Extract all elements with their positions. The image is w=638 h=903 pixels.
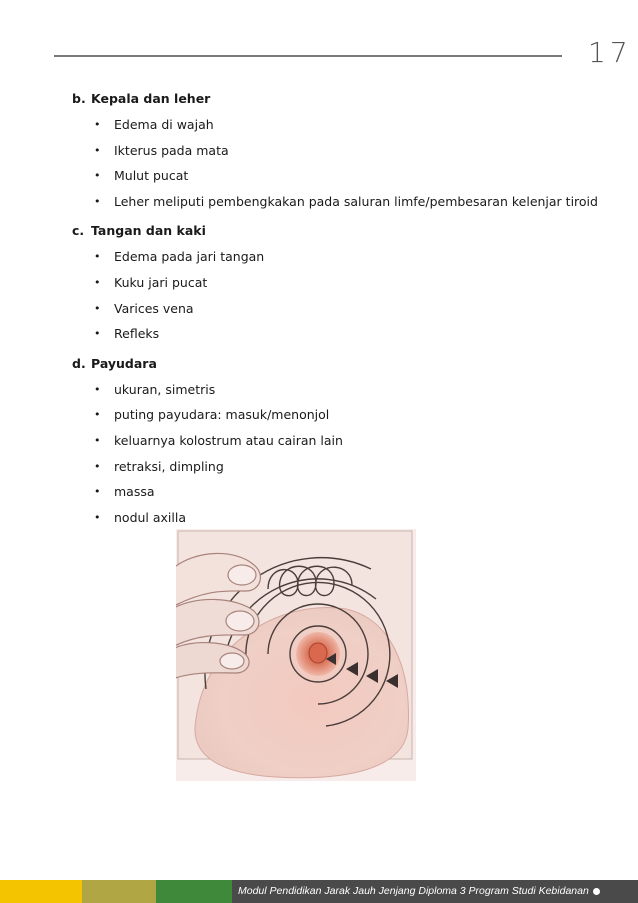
bullet-icon: • — [94, 275, 101, 289]
list-item-text: Mulut pucat — [114, 168, 189, 184]
section-tangan-kaki — [72, 220, 612, 348]
bullet-icon: • — [94, 301, 101, 315]
list-item — [72, 379, 612, 405]
footer-text: Modul Pendidikan Jarak Jauh Jenjang Diploma 3 Program Studi Kebidanan — [238, 885, 589, 897]
section-title: Tangan dan kaki — [91, 223, 206, 239]
section-title: Kepala dan leher — [91, 91, 211, 106]
bullet-icon: • — [94, 143, 101, 157]
list-item — [72, 481, 612, 507]
bullet-icon: • — [94, 485, 101, 499]
page-content — [72, 88, 612, 536]
section-title: Payudara — [91, 355, 157, 371]
section-kepala-leher — [72, 88, 612, 216]
list-item-text: puting payudara: masuk/menonjol — [114, 407, 330, 423]
list-item — [72, 165, 612, 191]
list-item-text: Edema pada jari tangan — [114, 249, 265, 265]
footer-dot-icon — [593, 888, 600, 895]
list-item-text: ukuran, simetris — [114, 381, 216, 397]
list-item — [72, 191, 612, 217]
section-letter: b. — [72, 91, 86, 106]
list-item — [72, 246, 612, 272]
section-letter: c. — [72, 223, 85, 239]
footer-band-green — [156, 880, 232, 903]
section-heading — [72, 353, 612, 375]
bullet-icon: • — [94, 327, 101, 341]
page-number: 17 — [588, 36, 632, 69]
list-item-text: Ikterus pada mata — [114, 142, 229, 158]
list-item-text: nodul axilla — [114, 509, 187, 525]
list-item — [72, 140, 612, 166]
bullet-icon: • — [94, 169, 101, 183]
list-item — [72, 323, 612, 349]
list-item — [72, 430, 612, 456]
bullet-icon: • — [94, 408, 101, 422]
section-heading — [72, 220, 612, 242]
list-item-text: Refleks — [114, 326, 160, 342]
list-item-text: retraksi, dimpling — [114, 458, 224, 474]
bullet-icon: • — [94, 118, 101, 131]
bullet-icon: • — [94, 433, 101, 447]
list-item-text: Kuku jari pucat — [114, 274, 208, 290]
list-item-text: massa — [114, 484, 155, 500]
item-list — [72, 379, 612, 533]
list-item-text: Leher meliputi pembengkakan pada saluran limfe/pembesaran kelenjar tiroid — [114, 193, 598, 209]
list-item — [72, 456, 612, 482]
bullet-icon: • — [94, 382, 101, 396]
list-item-text: keluarnya kolostrum atau cairan lain — [114, 432, 343, 448]
section-heading — [72, 88, 612, 110]
section-letter: d. — [72, 355, 86, 371]
bullet-icon: • — [94, 250, 101, 264]
list-item — [72, 404, 612, 430]
list-item — [72, 114, 612, 140]
list-item — [72, 272, 612, 298]
bullet-icon: • — [94, 459, 101, 473]
footer-band-yellow — [0, 880, 82, 903]
header-rule — [54, 55, 562, 57]
list-item — [72, 298, 612, 324]
item-list — [72, 246, 612, 348]
list-item-text: Varices vena — [114, 300, 194, 316]
section-payudara — [72, 353, 612, 533]
footer — [0, 880, 638, 903]
footer-band-olive — [82, 880, 156, 903]
bullet-icon: • — [94, 510, 101, 524]
list-item-text: Edema di wajah — [114, 117, 214, 132]
item-list — [72, 114, 612, 216]
bullet-icon: • — [94, 194, 101, 208]
breast-palpation-illustration — [176, 529, 416, 781]
